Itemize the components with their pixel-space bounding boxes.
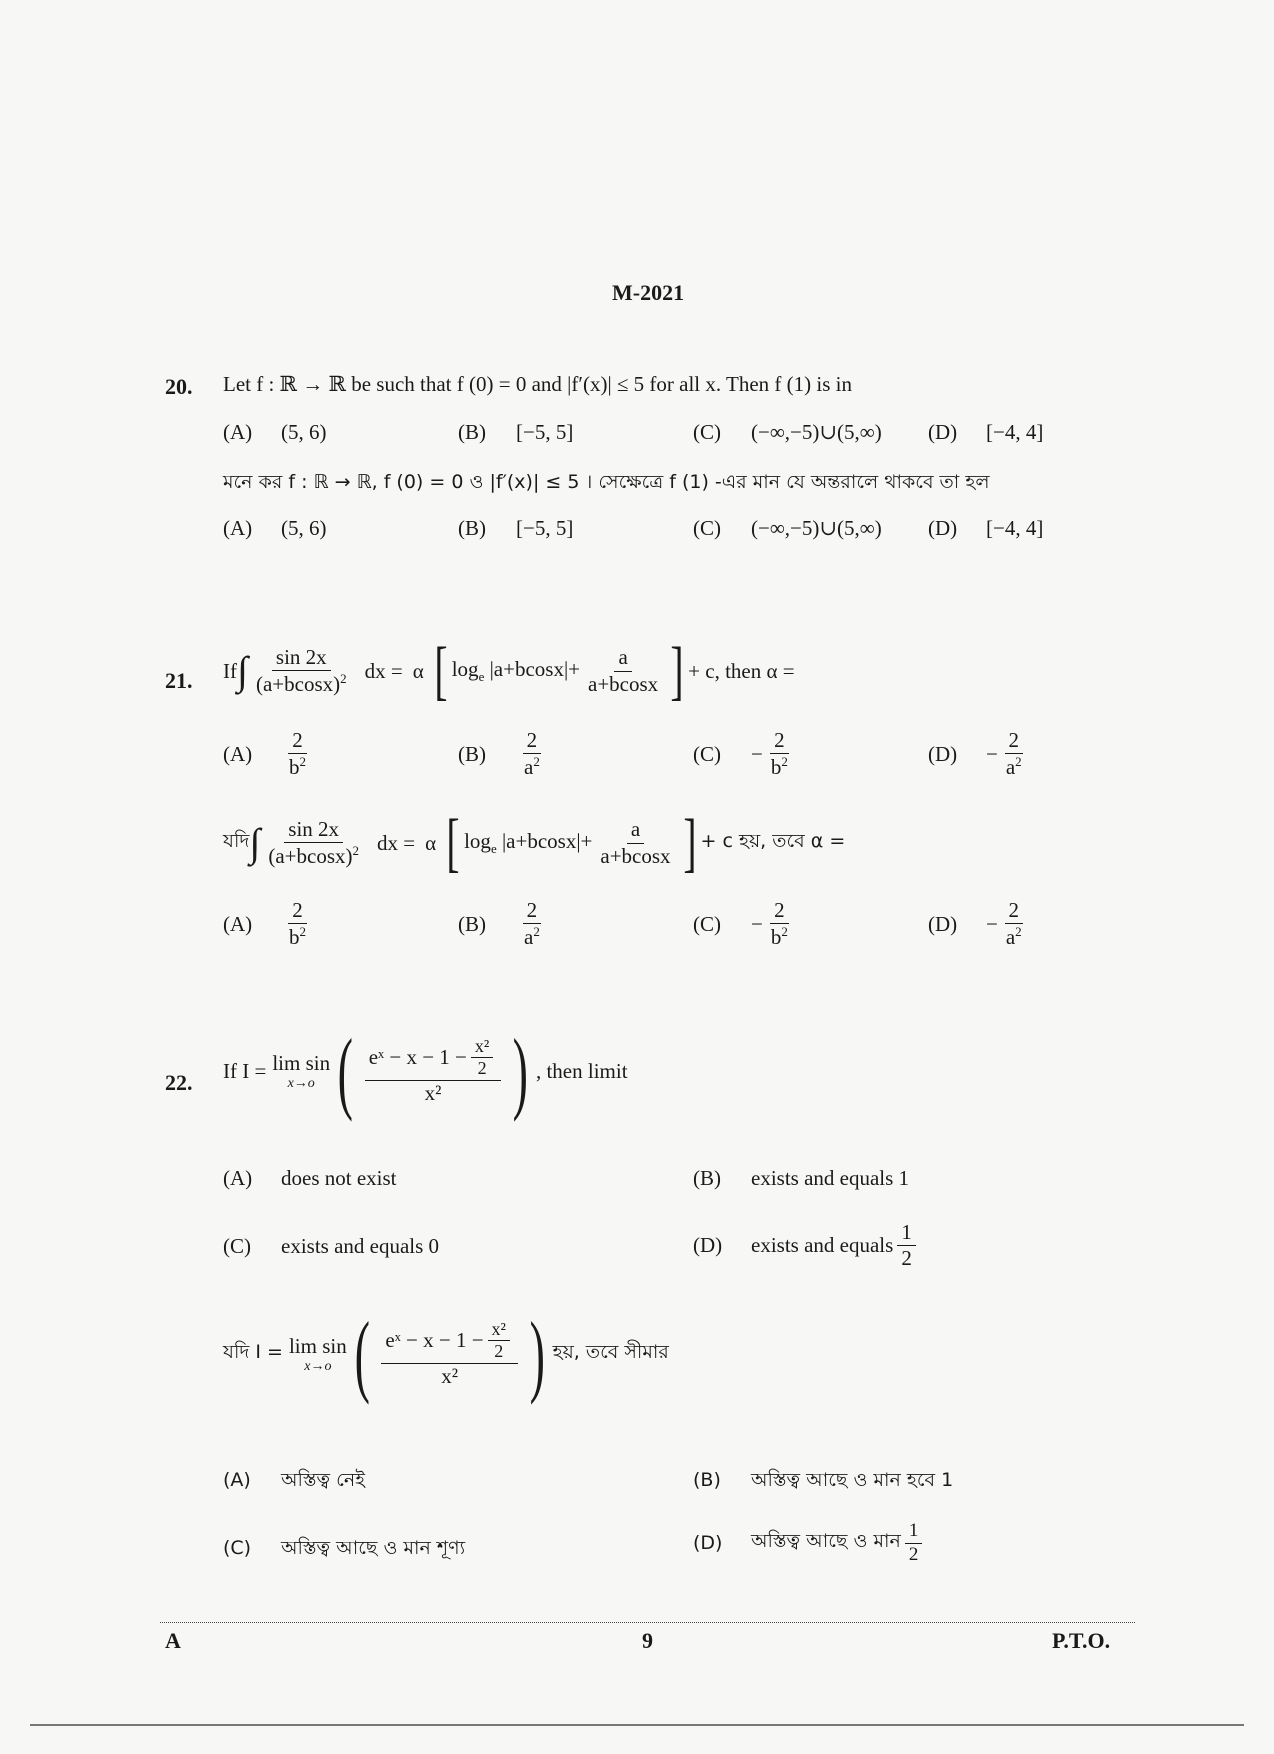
q22-en-option-c: (C) exists and equals 0 bbox=[223, 1234, 440, 1258]
q22-en-limit: lim sin x→o bbox=[272, 1050, 331, 1091]
question-number-21: 21. bbox=[165, 668, 193, 693]
scan-bottom-edge bbox=[30, 1724, 1244, 1726]
q20-bn-option-c: (C) (−∞,−5)∪(5,∞) bbox=[693, 516, 882, 540]
q22-bn-option-a: (A) অস্তিত্ব নেই bbox=[223, 1469, 366, 1491]
footer-pto: P.T.O. bbox=[1052, 1628, 1111, 1653]
q22-bn-option-c: (C) অস্তিত্ব আছে ও মান শূণ্য bbox=[223, 1537, 466, 1559]
left-paren-icon: ( bbox=[354, 1303, 370, 1405]
question-21-english-formula: If ∫ $\frac{\sin 2x}{(a+bcosx)^2}$ dx = α [ $\log_e |a+bcosx|+$ $\frac{a}{a+bcosx}$ ] + c, then α = bbox=[223, 634, 795, 707]
q22-en-main-fraction: eˣ − x − 1 − $\frac{\text{x²}}{2}$ x² bbox=[365, 1036, 502, 1106]
integral-sign-icon: ∫ bbox=[237, 648, 248, 693]
question-number-20: 20. bbox=[165, 374, 193, 399]
q22-bn-option-b: (B) অস্তিত্ব আছে ও মান হবে 1 bbox=[693, 1469, 954, 1491]
question-22-english-formula: If I = lim sin x→o ( eˣ − x − 1 − $\frac{\text{x²}}{2}$ x² ) , then limit bbox=[223, 1020, 628, 1122]
right-paren-icon: ) bbox=[512, 1020, 529, 1122]
question-number-22: 22. bbox=[165, 1070, 193, 1095]
question-20-english-text: Let f : ℝ → ℝ be such that f (0) = 0 and |f′(x)| ≤ 5 for all x. Then f (1) is in bbox=[223, 372, 852, 396]
q21-en-option-d: (D) − $\frac{2}{a^2}$ bbox=[928, 728, 1022, 780]
right-paren-icon: ) bbox=[529, 1303, 545, 1405]
q21-en-option-c: (C) − $\frac{2}{b^2}$ bbox=[693, 728, 788, 780]
q20-en-option-a: (A) (5, 6) bbox=[223, 420, 327, 444]
q21-en-option-b: (B) $\frac{2}{a^2}$ bbox=[458, 728, 540, 780]
q21-en-inner-fraction: $\frac{a}{a+bcosx}$ bbox=[588, 645, 659, 696]
q21-bn-option-c: (C) − $\frac{2}{b^2}$ bbox=[693, 898, 788, 950]
q21-bn-prefix: যদি bbox=[223, 830, 250, 852]
question-22-bengali-formula: যদি I = lim sin x→o ( eˣ − x − 1 − $\frac{\text{x²}}{2}$ x² ) হয়, তবে সীমার bbox=[223, 1303, 669, 1405]
q22-bn-option-d: (D) অস্তিত্ব আছে ও মান $\frac{1}{2}$ bbox=[693, 1520, 926, 1567]
q22-en-option-b: (B) exists and equals 1 bbox=[693, 1166, 910, 1190]
q21-en-option-a: (A) $\frac{2}{b^2}$ bbox=[223, 728, 306, 780]
q22-en-option-d: (D) exists and equals $\frac{1}{2}$ bbox=[693, 1220, 920, 1271]
q20-en-option-b: (B) [−5, 5] bbox=[458, 420, 574, 444]
page-header-code: M-2021 bbox=[612, 280, 685, 305]
question-20-bengali-text: মনে কর f : ℝ → ℝ, f (0) = 0 ও |f′(x)| ≤ 5 । সেক্ষেত্রে f (1) -এর মান যে অন্তরালে থাকবে তা হল bbox=[223, 471, 990, 493]
q21-bn-inner-fraction: $\frac{a}{a+bcosx}$ bbox=[600, 817, 671, 868]
q21-bn-option-b: (B) $\frac{2}{a^2}$ bbox=[458, 898, 540, 950]
q21-bn-option-d: (D) − $\frac{2}{a^2}$ bbox=[928, 898, 1022, 950]
q21-bn-option-a: (A) $\frac{2}{b^2}$ bbox=[223, 898, 306, 950]
left-bracket-icon: [ bbox=[434, 634, 448, 707]
right-bracket-icon: ] bbox=[682, 806, 697, 879]
footer-set-letter: A bbox=[165, 1628, 181, 1653]
footer-divider bbox=[160, 1622, 1135, 1623]
q22-bn-limit: lim sin x→o bbox=[288, 1333, 347, 1374]
question-21-bengali-formula: যদি ∫ $\frac{\sin 2x}{(a+bcosx)^2}$ dx = α [ $\log_e |a+bcosx|+$ $\frac{a}{a+bcosx}$ ] + c হয়, তবে α = bbox=[223, 806, 846, 879]
q21-en-prefix: If bbox=[223, 658, 237, 683]
q22-bn-main-fraction: eˣ − x − 1 − $\frac{\text{x²}}{2}$ x² bbox=[381, 1319, 518, 1389]
q21-bn-integrand: $\frac{\sin 2x}{(a+bcosx)^2}$ bbox=[268, 816, 359, 868]
q20-bn-option-d: (D) [−4, 4] bbox=[928, 516, 1044, 540]
q20-en-option-d: (D) [−4, 4] bbox=[928, 420, 1044, 444]
q20-en-option-c: (C) (−∞,−5)∪(5,∞) bbox=[693, 420, 882, 444]
footer-page-number: 9 bbox=[642, 1628, 653, 1653]
q21-en-integrand: $\frac{\sin 2x}{(a+bcosx)^2}$ bbox=[255, 644, 347, 696]
integral-sign-icon: ∫ bbox=[249, 820, 261, 865]
q20-bn-option-a: (A) (5, 6) bbox=[223, 516, 327, 540]
left-bracket-icon: [ bbox=[446, 806, 460, 879]
q20-bn-option-b: (B) [−5, 5] bbox=[458, 516, 574, 540]
right-bracket-icon: ] bbox=[670, 634, 684, 707]
left-paren-icon: ( bbox=[337, 1020, 354, 1122]
q22-en-option-a: (A) does not exist bbox=[223, 1166, 397, 1190]
